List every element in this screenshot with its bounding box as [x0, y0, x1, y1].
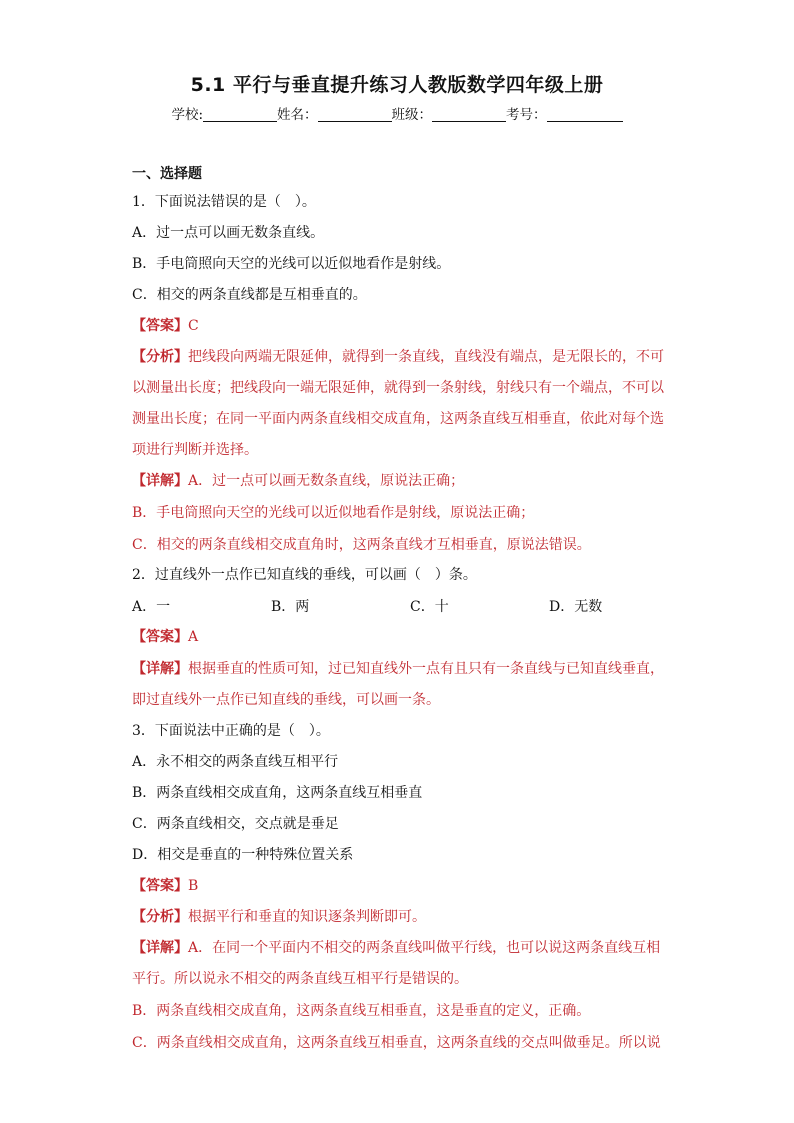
class-label: 班级：: [391, 107, 433, 123]
q3-option-b: B．两条直线相交成直角，这两条直线互相垂直: [132, 785, 423, 801]
name-label: 姓名：: [277, 107, 318, 123]
q3-answer: [132, 877, 198, 895]
q3-option-c: C．两条直线相交，交点就是垂足: [132, 816, 339, 832]
q2-option-a: A．一: [132, 599, 171, 615]
detail-tag: 【详解】: [132, 940, 188, 956]
q1-option-a: A．过一点可以画无数条直线。: [132, 225, 325, 241]
q2-answer: [132, 628, 198, 646]
q2-detail-line: [132, 660, 664, 678]
answer-tag: 【答案】: [132, 878, 188, 894]
q3-detail-line: [132, 939, 660, 957]
q2-option-c: C．十: [410, 599, 449, 615]
q3-analysis-line: [132, 908, 426, 926]
q3-option-d: D．相交是垂直的一种特殊位置关系: [132, 847, 354, 863]
q1-analysis-line: 项进行判断并选择。: [132, 442, 258, 458]
q1-answer: [132, 317, 199, 335]
page-title: 5.1 平行与垂直提升练习人教版数学四年级上册: [190, 74, 604, 96]
class-blank[interactable]: [432, 107, 506, 122]
q1-detail-line: C．相交的两条直线相交成直角时，这两条直线才互相垂直，原说法错误。: [132, 537, 591, 553]
analysis-tag: 【分析】: [132, 349, 188, 365]
section-heading: 一、选择题: [132, 166, 202, 182]
school-blank[interactable]: [203, 107, 277, 122]
q1-analysis-line: 测量出长度；在同一平面内两条直线相交成直角，这两条直线互相垂直，依此对每个选: [132, 411, 664, 427]
name-blank[interactable]: [318, 107, 392, 122]
number-blank[interactable]: [547, 107, 623, 122]
analysis-text: 根据平行和垂直的知识逐条判断即可。: [188, 909, 426, 925]
answer-tag: 【答案】: [132, 318, 188, 334]
student-info-row: [0, 103, 794, 123]
detail-tag: 【详解】: [132, 473, 188, 489]
q1-detail-line: B．手电筒照向天空的光线可以近似地看作是射线，原说法正确；: [132, 505, 535, 521]
detail-text: 根据垂直的性质可知，过已知直线外一点有且只有一条直线与已知直线垂直，: [188, 661, 664, 677]
analysis-tag: 【分析】: [132, 909, 188, 925]
answer-value: B: [188, 878, 199, 894]
q2-option-b: B．两: [271, 599, 310, 615]
q3-detail-line: 平行。所以说永不相交的两条直线互相平行是错误的。: [132, 971, 468, 987]
q3-stem: 3．下面说法中正确的是（ ）。: [132, 723, 330, 739]
q2-option-d: D．无数: [549, 599, 603, 615]
answer-value: C: [188, 318, 199, 334]
q2-stem: 2．过直线外一点作已知直线的垂线，可以画（ ）条。: [132, 567, 477, 583]
number-label: 考号：: [506, 107, 547, 123]
q1-analysis-line: [132, 348, 664, 366]
q1-detail-line: [132, 472, 464, 490]
answer-value: A: [188, 629, 199, 645]
q3-detail-line: B．两条直线相交成直角，这两条直线互相垂直，这是垂直的定义，正确。: [132, 1003, 591, 1019]
detail-text: A．过一点可以画无数条直线，原说法正确；: [188, 473, 465, 489]
q3-detail-line: C．两条直线相交成直角，这两条直线互相垂直，这两条直线的交点叫做垂足。所以说: [132, 1035, 661, 1051]
detail-text: A．在同一个平面内不相交的两条直线叫做平行线，也可以说这两条直线互相: [188, 940, 661, 956]
q2-detail-line: 即过直线外一点作已知直线的垂线，可以画一条。: [132, 692, 440, 708]
school-label: 学校:: [171, 107, 204, 123]
q1-option-b: B．手电筒照向天空的光线可以近似地看作是射线。: [132, 256, 451, 272]
q1-analysis-line: 以测量出长度；把线段向一端无限延伸，就得到一条射线，射线只有一个端点，不可以: [132, 380, 664, 396]
answer-tag: 【答案】: [132, 629, 188, 645]
q1-stem: 1．下面说法错误的是（ ）。: [132, 194, 316, 210]
q3-option-a: A．永不相交的两条直线互相平行: [132, 754, 339, 770]
analysis-text: 把线段向两端无限延伸，就得到一条直线，直线没有端点，是无限长的，不可: [188, 349, 664, 365]
detail-tag: 【详解】: [132, 661, 188, 677]
q1-option-c: C．相交的两条直线都是互相垂直的。: [132, 287, 367, 303]
